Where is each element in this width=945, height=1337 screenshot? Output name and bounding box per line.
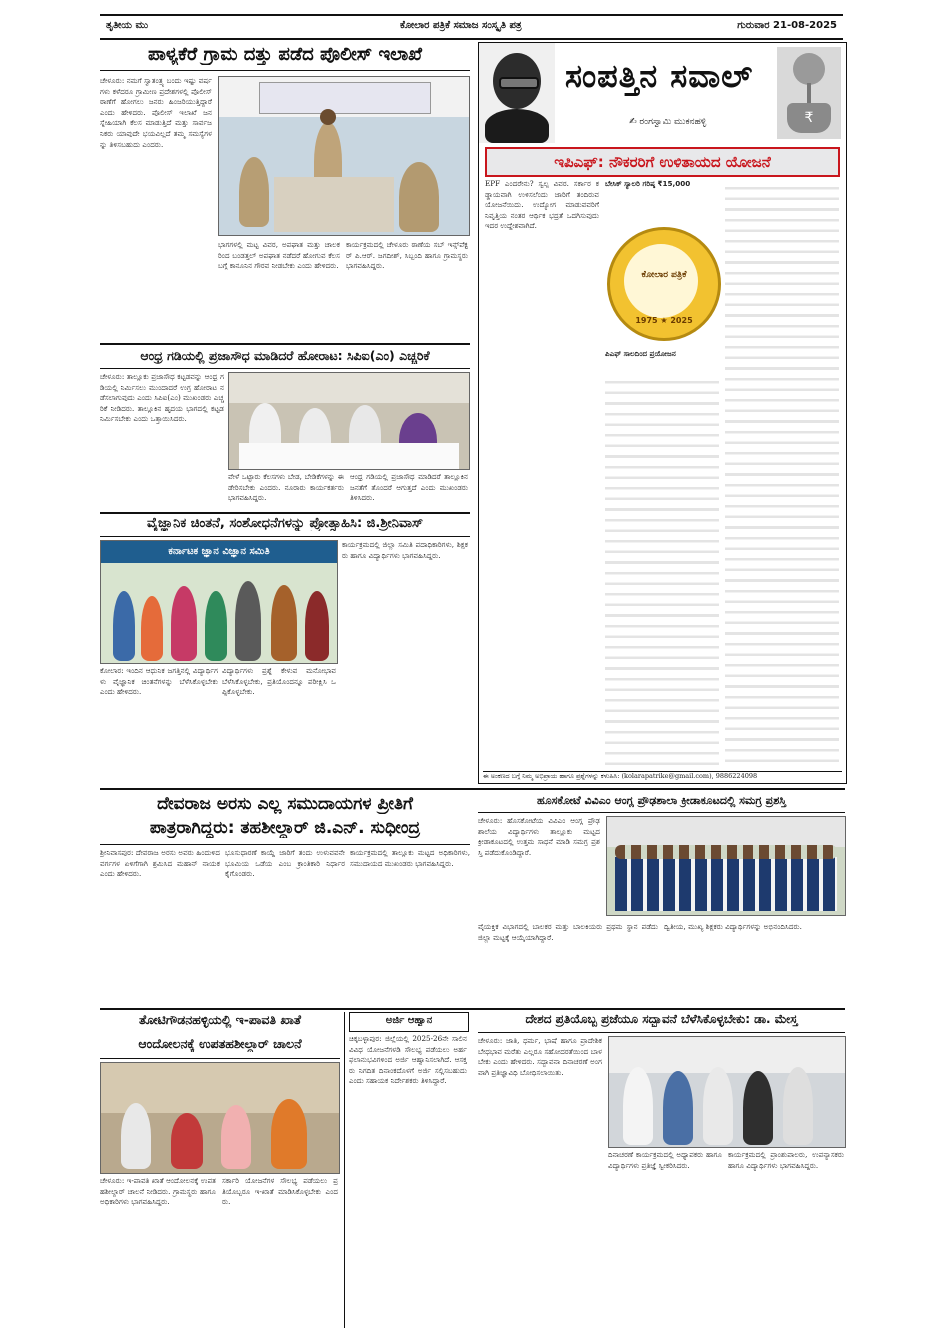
tahsildar-article (100, 1010, 340, 1328)
column-box (478, 42, 847, 784)
column-subhead-1: ಬೇಸಿಕ್ ಸ್ಯಾಲರಿ ಗರಿಷ್ಠ ₹15,000 (605, 179, 691, 188)
sports-col2: ದ್ವಿತೀಯ, ಮುಖ್ಯ ಶಿಕ್ಷಕರು ವಿದ್ಯಾರ್ಥಿಗಳನ್ನು ಅಭಿನಂದಿಸಿದರು. (664, 922, 802, 931)
appeal-article (344, 1012, 471, 1328)
mesta-col1: ಚೇಳೂರು: ಜಾತಿ, ಧರ್ಮ, ಭಾಷೆ ಹಾಗೂ ಪ್ರಾದೇಶಿಕ ಬೇಧಭಾವ ಮರೆತು ಎಲ್ಲರೂ ಸಹೋದರತೆಯಿಂದ ಬಾಳಬೇಕು ಎಂದು ಹೇಳಿದರು. ಸದ್ಭಾವನಾ ದಿನಾಚರಣೆ ಅಂಗವಾಗಿ ಪ್ರತಿಜ್ಞಾವಿಧಿ ಬೋಧಿಸಲಾಯಿತು. (478, 1036, 602, 1077)
issue-date: ಗುರುವಾರ 21-08-2025 (737, 20, 837, 31)
tahsildar-headline-1: ತೋಟಿಗೌಡನಹಳ್ಳಿಯಲ್ಲಿ ಇ-ಪಾವತಿ ಖಾತೆ (138, 1012, 302, 1027)
police-col3: ಕಾರ್ಯಕ್ರಮದಲ್ಲಿ ಚೇಳೂರು ಠಾಣೆಯ ಸಬ್ ಇನ್ಸ್‌ಪೆಕ್ಟರ್ ಪಿ.ಆರ್. ಜಗದೀಶ್, ಸಿಬ್ಬಂದಿ ಹಾಗೂ ಗ್ರಾಮಸ್ಥರು ಭಾಗವಹಿಸಿದ್ದರು. (346, 240, 468, 271)
police-col2: ಭಾಗಗಳಲ್ಲಿ ಮಟ್ಟ ವಿವರ, ಅಪಘಾತ ಮತ್ತು ಚಾಲಕರಿಂದ ಬಂಡತ್ತಲ್ ಅಪಘಾತ ನಡೆದರೆ ಹೋಗುವ ಕೆಲಸ ಬಗ್ಗೆ ಕಾನೂನಿನ ಗೌರವ ನೀಡಬೇಕು ಎಂದು ಹೇಳಿದರು. (218, 240, 340, 271)
cpim-meeting-photo (228, 372, 470, 470)
column-col3-blank (725, 179, 839, 769)
devaraj-headline-2: ಪಾತ್ರರಾಗಿದ್ದರು: ತಹಶೀಲ್ದಾರ್ ಜಿ.ಎನ್. ಸುಧೀಂದ್ರ (149, 818, 421, 838)
science-col2: ವಿದ್ಯಾರ್ಥಿಗಳು ಪ್ರಶ್ನೆ ಕೇಳುವ ಮನೋಭಾವ ಬೆಳೆಸಿಕೊಳ್ಳಬೇಕು, ಪ್ರತಿಯೊಂದನ್ನೂ ಪರೀಕ್ಷಿಸಿ ಒಪ್ಪಿಕೊಳ್ಳಬೇಕು. (222, 666, 336, 697)
mesta-pledge-photo (608, 1036, 846, 1148)
cpim-article (100, 346, 470, 512)
anniversary-logo (607, 227, 721, 341)
cpim-col3: ಆಂಧ್ರ ಗಡಿಯಲ್ಲಿ ಪ್ರಜಾಸೌಧ ಮಾಡಿದರೆ ತಾಲ್ಲೂಕಿನ ಜನತೆಗೆ ತೊಂದರೆ ಆಗುತ್ತದೆ ಎಂದು ಮುಖಂಡರು ತಿಳಿಸಿದರು. (350, 472, 468, 503)
mesta-headline: ದೇಶದ ಪ್ರತಿಯೊಬ್ಬ ಪ್ರಜೆಯೂ ಸದ್ಭಾವನೆ ಬೆಳೆಸಿಕೊಳ್ಳಬೇಕು: ಡಾ. ಮೇಸ್ತ (525, 1012, 798, 1026)
sports-headline: ಹೂಸಕೋಟೆ ವಿವಿಎಂ ಆಂಗ್ಲ ಪ್ರೌಢಶಾಲಾ ಕ್ರೀಡಾಕೂಟದಲ್ಲಿ ಸಮಗ್ರ ಪ್ರಶಸ್ತಿ (536, 794, 787, 807)
science-students-photo (100, 540, 338, 664)
sports-team-photo (606, 816, 846, 916)
science-col3: ಕಾರ್ಯಕ್ರಮದಲ್ಲಿ ಜಿಲ್ಲಾ ಸಮಿತಿ ಪದಾಧಿಕಾರಿಗಳು, ಶಿಕ್ಷಕರು ಹಾಗೂ ವಿದ್ಯಾರ್ಥಿಗಳು ಭಾಗವಹಿಸಿದ್ದರು. (342, 540, 468, 560)
mesta-caption: ದಿನಾಚರಣೆ ಕಾರ್ಯಕ್ರಮದಲ್ಲಿ ಅಧ್ಯಾಪಕರು ಹಾಗೂ ವಿದ್ಯಾರ್ಥಿಗಳು ಪ್ರತಿಜ್ಞೆ ಸ್ವೀಕರಿಸಿದರು. (608, 1150, 722, 1170)
column-col2-lines (605, 373, 719, 769)
cpim-headline: ಆಂಧ್ರ ಗಡಿಯಲ್ಲಿ ಪ್ರಜಾಸೌಧ ಮಾಡಿದರೆ ಹೋರಾಟ: ಸಿಪಿಐ(ಎಂ) ಎಚ್ಚರಿಕೆ (140, 348, 430, 363)
devaraj-col1: ಶ್ರೀನಿವಾಸಪುರ: ದೇವರಾಜ ಅರಸು ಅವರು ಹಿಂದುಳಿದ ವರ್ಗಗಳ ಏಳಿಗೆಗಾಗಿ ಶ್ರಮಿಸಿದ ಮಹಾನ್ ನಾಯಕ ಎಂದು ಹೇಳಿದರು. (100, 848, 220, 879)
anniversary-logo-year: 1975 ★ 2025 (635, 316, 693, 325)
column-headline-box (485, 147, 840, 177)
money-tree-icon: ₹ (777, 47, 841, 139)
paper-tagline: ಕೋಲಾರ ಪತ್ರಿಕೆ ಸಮಾಜ ಸಂಸ್ಕೃತಿ ಪತ್ರ (400, 20, 522, 31)
devaraj-col2: ಭೂಸುಧಾರಣೆ ಕಾಯ್ದೆ ಜಾರಿಗೆ ತಂದು ಉಳುವವನೇ ಭೂಮಿಯ ಒಡೆಯ ಎಂಬ ಕ್ರಾಂತಿಕಾರಿ ನಿರ್ಧಾರ ಕೈಗೊಂಡರು. (225, 848, 345, 879)
column-title: ಸಂಪತ್ತಿನ ಸವಾಲ್ (565, 57, 754, 95)
page-label: ತೃತೀಯ ಮು (106, 20, 149, 31)
cpim-col2: ವೇಳೆ ಒಟ್ಟಾರು ಕೆಲಸಗಳು ಬೇಡ, ಬೇಡಿಕೆಗಳನ್ನು ಈಡೇರಿಸಬೇಕು ಎಂದರು. ನೂರಾರು ಕಾರ್ಯಕರ್ತರು ಭಾಗವಹಿಸಿದ್ದರು. (228, 472, 344, 503)
devaraj-col3: ಕಾರ್ಯಕ್ರಮದಲ್ಲಿ ತಾಲ್ಲೂಕು ಮಟ್ಟದ ಅಧಿಕಾರಿಗಳು, ಸಮುದಾಯದ ಮುಖಂಡರು ಭಾಗವಹಿಸಿದ್ದರು. (350, 848, 470, 868)
devaraj-article (100, 792, 470, 1006)
column-subhead-2: ಪಿಎಫ್ ಸಾಲದಿಂದ ಪ್ರಯೋಜನ (605, 349, 676, 358)
police-article (100, 42, 470, 342)
column-footer: ಈ ಅಂಕಣದ ಬಗ್ಗೆ ನಿಮ್ಮ ಅಭಿಪ್ರಾಯ ಹಾಗೂ ಪ್ರಶ್ನೆಗಳನ್ನು ಕಳುಹಿಸಿ: (kolarapatrike@gmail.com), 9886224098 (483, 771, 842, 782)
tahsildar-caption: ಚೇಳೂರು: ಇ-ಪಾವತಿ ಖಾತೆ ಆಂದೋಲನಕ್ಕೆ ಉಪತಹಶೀಲ್ದಾರ್ ಚಾಲನೆ ನೀಡಿದರು. ಗ್ರಾಮಸ್ಥರು ಹಾಗೂ ಅಧಿಕಾರಿಗಳು ಭಾಗವಹಿಸಿದ್ದರು. (100, 1176, 216, 1207)
columnist-photo (479, 43, 555, 143)
devaraj-headline-1: ದೇವರಾಜ ಅರಸು ಎಲ್ಲ ಸಮುದಾಯಗಳ ಪ್ರೀತಿಗೆ (157, 794, 413, 814)
column-headline: ಇಪಿಎಫ್: ನೌಕರರಿಗೆ ಉಳಿತಾಯದ ಯೋಜನೆ (554, 153, 771, 171)
mesta-article (478, 1010, 845, 1328)
sports-lead: ಚೇಳೂರು: ಹೊಸಕೋಟೆಯ ವಿವಿಎಂ ಆಂಗ್ಲ ಪ್ರೌಢಶಾಲೆಯ ವಿದ್ಯಾರ್ಥಿಗಳು ತಾಲ್ಲೂಕು ಮಟ್ಟದ ಕ್ರೀಡಾಕೂಟದಲ್ಲಿ ಉತ್ತಮ ಸಾಧನೆ ಮಾಡಿ ಸಮಗ್ರ ಪ್ರಶಸ್ತಿ ಪಡೆದುಕೊಂಡಿದ್ದಾರೆ. (478, 816, 600, 857)
page-header (100, 14, 843, 40)
mesta-col2: ಕಾರ್ಯಕ್ರಮದಲ್ಲಿ ಪ್ರಾಂಶುಪಾಲರು, ಉಪನ್ಯಾಸಕರು ಹಾಗೂ ವಿದ್ಯಾರ್ಥಿಗಳು ಭಾಗವಹಿಸಿದ್ದರು. (728, 1150, 844, 1170)
science-banner: ಕರ್ನಾಟಕ ಜ್ಞಾನ ವಿಜ್ಞಾನ ಸಮಿತಿ (101, 541, 337, 563)
tahsildar-headline-2: ಆಂದೋಲನಕ್ಕೆ ಉಪತಹಶೀಲ್ದಾರ್ ಚಾಲನೆ (138, 1036, 302, 1051)
appeal-body: ಚಿಕ್ಕಬಳ್ಳಾಪುರ: ಜಿಲ್ಲೆಯಲ್ಲಿ 2025-26ನೇ ಸಾಲಿನ ವಿವಿಧ ಯೋಜನೆಗಳಡಿ ಸೌಲಭ್ಯ ಪಡೆಯಲು ಅರ್ಹ ಫಲಾನುಭವಿಗಳಿಂದ ಅರ್ಜಿ ಆಹ್ವಾನಿಸಲಾಗಿದೆ. ಆಸಕ್ತರು ನಿಗದಿತ ದಿನಾಂಕದೊಳಗೆ ಅರ್ಜಿ ಸಲ್ಲಿಸಬಹುದು ಎಂದು ಸಹಾಯಕ ನಿರ್ದೇಶಕರು ತಿಳಿಸಿದ್ದಾರೆ. (349, 1034, 467, 1086)
column-author: ✍ ರಂಗಸ್ವಾಮಿ ಮುಕನಹಳ್ಳಿ (629, 117, 707, 127)
science-caption: ಕೋಲಾರ: ಇಂದಿನ ಆಧುನಿಕ ಜಗತ್ತಿನಲ್ಲಿ ವಿದ್ಯಾರ್ಥಿಗಳು ವೈಜ್ಞಾನಿಕ ಚಿಂತನೆಗಳನ್ನು ಬೆಳೆಸಿಕೊಳ್ಳಬೇಕು ಎಂದು ಹೇಳಿದರು. (100, 666, 218, 697)
police-headline: ಪಾಳ್ಯಕೆರೆ ಗ್ರಾಮ ದತ್ತು ಪಡೆದ ಪೊಲೀಸ್ ಇಲಾಖೆ (147, 44, 422, 65)
science-headline: ವೈಜ್ಞಾನಿಕ ಚಿಂತನೆ, ಸಂಶೋಧನೆಗಳನ್ನು ಪ್ರೋತ್ಸಾಹಿಸಿ: ಜಿ.ಶ್ರೀನಿವಾಸ್ (146, 516, 424, 531)
tahsildar-visit-photo (100, 1062, 340, 1174)
sports-article (478, 792, 845, 1006)
anniversary-logo-text: ಕೋಲಾರ ಪತ್ರಿಕೆ (641, 270, 687, 280)
science-article (100, 514, 470, 786)
cpim-lead: ಚೇಳೂರು: ತಾಲ್ಲೂಕು ಪ್ರಜಾಸೌಧ ಕಟ್ಟಡವನ್ನು ಆಂಧ್ರ ಗಡಿಯಲ್ಲಿ ನಿರ್ಮಿಸಲು ಮುಂದಾದರೆ ಉಗ್ರ ಹೋರಾಟ ನಡೆಸಲಾಗುವುದು ಎಂದು ಸಿಪಿಐ(ಎಂ) ಮುಖಂಡರು ಎಚ್ಚರಿಕೆ ನೀಡಿದರು. ತಾಲ್ಲೂಕಿನ ಹೃದಯ ಭಾಗದಲ್ಲಿ ಕಟ್ಟಡ ನಿರ್ಮಿಸಬೇಕು ಎಂದು ಒತ್ತಾಯಿಸಿದರು. (100, 372, 224, 424)
sports-col1: ವೈಯಕ್ತಿಕ ವಿಭಾಗದಲ್ಲಿ ಬಾಲಕರ ಮತ್ತು ಬಾಲಕಿಯರು ಪ್ರಥಮ ಸ್ಥಾನ ಪಡೆದು ಜಿಲ್ಲಾ ಮಟ್ಟಕ್ಕೆ ಆಯ್ಕೆಯಾಗಿದ್ದಾರೆ. (478, 922, 658, 942)
police-event-photo (218, 76, 470, 236)
tahsildar-col2: ಸರ್ಕಾರಿ ಯೋಜನೆಗಳ ಸೌಲಭ್ಯ ಪಡೆಯಲು ಪ್ರತಿಯೊಬ್ಬರೂ ಇ-ಖಾತೆ ಮಾಡಿಸಿಕೊಳ್ಳಬೇಕು ಎಂದರು. (222, 1176, 338, 1207)
appeal-title: ಅರ್ಜಿ ಆಹ್ವಾನ (385, 1015, 433, 1026)
column-lead: EPF ಎಂದರೇನು? ಸ್ವಲ್ಪ ವಿವರ. ಸರ್ಕಾರ ಕಡ್ಡಾಯವಾಗಿ ಉಳಿಸಲೆಂದು ಜಾರಿಗೆ ತಂದಿರುವ ಯೋಜನೆಯಿದು. ಉದ್ಯೋಗ ಮಾಡುವವರಿಗೆ ನಿವೃತ್ತಿಯ ನಂತರ ಆರ್ಥಿಕ ಭದ್ರತೆ ಒದಗಿಸುವುದು ಇದರ ಉದ್ದೇಶವಾಗಿದೆ. (485, 179, 599, 231)
police-lead: ಚೇಳೂರು: ನಮಗೆ ಸ್ವಾತಂತ್ರ್ಯ ಬಂದು ಇಷ್ಟು ವರ್ಷಗಳು ಕಳೆದರೂ ಗ್ರಾಮೀಣ ಪ್ರದೇಶಗಳಲ್ಲಿ ಪೊಲೀಸ್ ಠಾಣೆಗೆ ಹೋಗಲು ಜನರು ಹಿಂಜರಿಯುತ್ತಿದ್ದಾರೆ ಎಂದು ಹೇಳಿದರು. ಪೊಲೀಸ್ ಇಲಾಖೆ ಜನಸ್ನೇಹಿಯಾಗಿ ಕೆಲಸ ಮಾಡುತ್ತಿದೆ ಮತ್ತು ಸಾರ್ವಜನಿಕರು ಯಾವುದೇ ಭಯವಿಲ್ಲದೆ ತಮ್ಮ ಸಮಸ್ಯೆಗಳನ್ನು ತಿಳಿಸಬಹುದು ಎಂದರು. (100, 76, 212, 149)
